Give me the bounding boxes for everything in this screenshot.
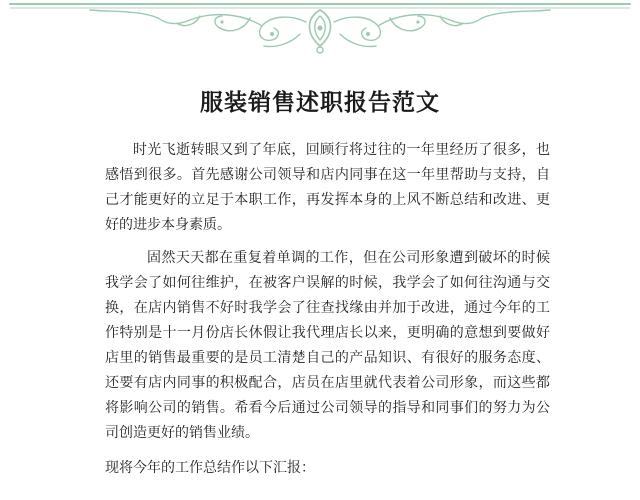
paragraph-work-experience: 固然天天都在重复着单调的工作，但在公司形象遭到破坏的时候我学会了如何往维护，在被客户误解的时候，我学会了如何往沟通与交换，在店内销售不好时我学会了往查找缘由并加于改进，通过今年的工作特别是十一月份店长休假让我代理店长以来，更明确的意想到要做好店里的销售最重要的是员工清楚自己的产品知识、有很好的服务态度、还要有店内同事的积极配合，店员在店里就代表着公司形象，而这些都将影响公司的销售。希看今后通过公司领导的指导和同事们的努力为公司创造更好的销售业绩。 — [105, 250, 550, 441]
report-body — [105, 138, 550, 481]
floral-ornament-icon — [0, 0, 640, 58]
page-title: 服装销售述职报告范文 — [200, 90, 440, 116]
paragraph-summary-lead: 现将今年的工作总结作以下汇报： — [105, 460, 315, 476]
paragraph-intro: 时光飞逝转眼又到了年底，回顾行将过往的一年里经历了很多，也感悟到很多。首先感谢公司领导和店内同事在这一年里帮助与支持，自己才能更好的立足于本职工作，再发挥本身的上风不断总结和改进、更好的进步本身素质。 — [105, 142, 550, 233]
